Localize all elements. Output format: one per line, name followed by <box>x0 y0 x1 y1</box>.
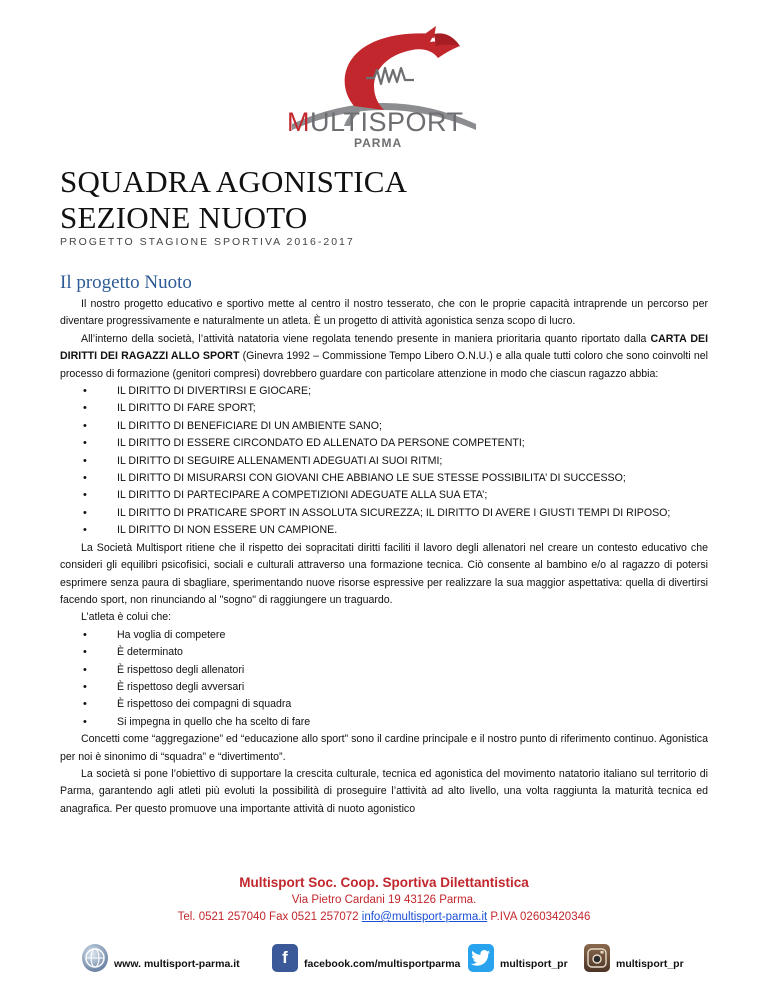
paragraph-2-text-end: (Ginevra 1992 – Commissione Tempo Libero O.N.U.) e alla quale tutti coloro che sono coinvolti nel processo di formazione (genitori compresi) dovrebbero guardare con particolare attenzione in modo che ciascun ragazzo abbia: <box>60 350 708 380</box>
list-item: • È rispettoso degli avversari <box>60 679 708 696</box>
twitter-label: multisport_pr <box>500 958 568 970</box>
rights-list <box>60 383 708 540</box>
footer-organization: Multisport Soc. Coop. Sportiva Dilettantistica <box>239 875 529 890</box>
instagram-icon <box>584 944 610 972</box>
logo-brand-initial: M <box>287 107 310 137</box>
paragraph-5: Concetti come “aggregazione” ed “educazione allo sport” sono il cardine principale e il nostro punto di riferimento continuo. Agonistica per noi è sinonimo di “squadra” e “divertimento”. <box>60 733 708 763</box>
twitter-link[interactable] <box>468 944 568 972</box>
website-label: www. multisport-parma.it <box>114 958 240 970</box>
title-line-1: SQUADRA AGONISTICA <box>60 164 408 199</box>
list-item: • È rispettoso degli allenatori <box>60 662 708 679</box>
paragraph-2 <box>60 331 708 383</box>
paragraph-4: L’atleta è colui che: <box>81 611 172 624</box>
paragraph-6: La società si pone l’obiettivo di supportare la crescita culturale, tecnica ed agonistica del movimento natatorio italiano sul territorio di Parma, garantendo agli atleti più evoluti la possibilità di proseguire l’attività ad alto livello, una volta raggiunta la maturità tecnica ed anagrafica. Per questo promuove una importante attività di nuoto agonistico <box>60 767 708 815</box>
twitter-icon <box>468 944 494 972</box>
list-item: • IL DIRITTO DI PARTECIPARE A COMPETIZIONI ADEGUATE ALLA SUA ETA’; <box>60 487 708 504</box>
logo-brand-rest: ULTISPORT <box>310 107 464 137</box>
footer-phone: Tel. 0521 257040 Fax 0521 257072 <box>177 911 362 923</box>
facebook-icon: f <box>272 944 298 972</box>
list-item: • IL DIRITTO DI PRATICARE SPORT IN ASSOLUTA SICUREZZA; IL DIRITTO DI AVERE I GIUSTI TEMPI DI RIPOSO; <box>60 505 708 522</box>
footer-contacts <box>0 909 768 926</box>
instagram-label: multisport_pr <box>616 958 684 970</box>
paragraph-1: Il nostro progetto educativo e sportivo mette al centro il nostro tesserato, che con le proprie capacità intraprende un percorso per diventare progressivamente e naturalmente un atleta. È un progetto di attività agonistica senza scopo di lucro. <box>60 298 708 328</box>
paragraph-3: La Società Multisport ritiene che il rispetto dei sopracitati diritti faciliti il lavoro degli allenatori nel creare un contesto educativo che consideri gli equilibri psicofisici, sociali e culturali attraverso una formazione tecnica. Ciò consente al bambino e/o al ragazzo di potersi esprimere senza paura di sbagliare, sperimentando nuove risorse espressive per realizzare la sua maggior aspettativa: quella di divertirsi facendo sport, non rinunciando al "sogno" di raggiungere un traguardo. <box>60 541 708 606</box>
charter-name: CARTA DEI DIRITTI DEI RAGAZZI ALLO SPORT <box>60 332 709 363</box>
logo-wordmark <box>287 107 487 150</box>
section-heading: Il progetto Nuoto <box>60 272 192 293</box>
list-item: • IL DIRITTO DI MISURARSI CON GIOVANI CHE ABBIANO LE SUE STESSE POSSIBILITA’ DI SUCCESSO; <box>60 470 708 487</box>
list-item: • Ha voglia di competere <box>60 627 708 644</box>
list-item: • Si impegna in quello che ha scelto di fare <box>60 714 708 731</box>
email-link[interactable]: info@multisport-parma.it <box>361 911 488 923</box>
list-item: • IL DIRITTO DI BENEFICIARE DI UN AMBIENTE SANO; <box>60 418 708 435</box>
paragraph-2-text: All’interno della società, l’attività natatoria viene regolata tenendo presente in maniera prioritaria quanto riportato dalla <box>81 332 651 345</box>
website-link[interactable] <box>82 944 240 972</box>
document-title <box>60 164 407 236</box>
globe-icon <box>82 944 108 972</box>
athlete-list <box>60 627 708 731</box>
body-content <box>60 296 708 818</box>
list-item: • È rispettoso dei compagni di squadra <box>60 696 708 713</box>
instagram-link[interactable] <box>584 944 684 972</box>
list-item: • IL DIRITTO DI NON ESSERE UN CAMPIONE. <box>60 522 708 539</box>
footer-vat: P.IVA 02603420346 <box>487 911 591 923</box>
logo-brand <box>287 108 487 136</box>
document-subtitle: PROGETTO STAGIONE SPORTIVA 2016-2017 <box>60 236 355 248</box>
social-bar <box>0 944 768 984</box>
list-item: • IL DIRITTO DI SEGUIRE ALLENAMENTI ADEGUATI AI SUOI RITMI; <box>60 453 708 470</box>
list-item: • IL DIRITTO DI FARE SPORT; <box>60 400 708 417</box>
list-item: • IL DIRITTO DI ESSERE CIRCONDATO ED ALLENATO DA PERSONE COMPETENTI; <box>60 435 708 452</box>
logo-city: PARMA <box>354 136 403 150</box>
footer-address: Via Pietro Cardani 19 43126 Parma. <box>291 894 477 906</box>
footer <box>0 874 768 926</box>
list-item: • IL DIRITTO DI DIVERTIRSI E GIOCARE; <box>60 383 708 400</box>
list-item: • È determinato <box>60 644 708 661</box>
facebook-label: facebook.com/multisportparma <box>304 958 461 970</box>
facebook-link[interactable] <box>272 944 460 972</box>
title-line-2: SEZIONE NUOTO <box>60 200 308 235</box>
